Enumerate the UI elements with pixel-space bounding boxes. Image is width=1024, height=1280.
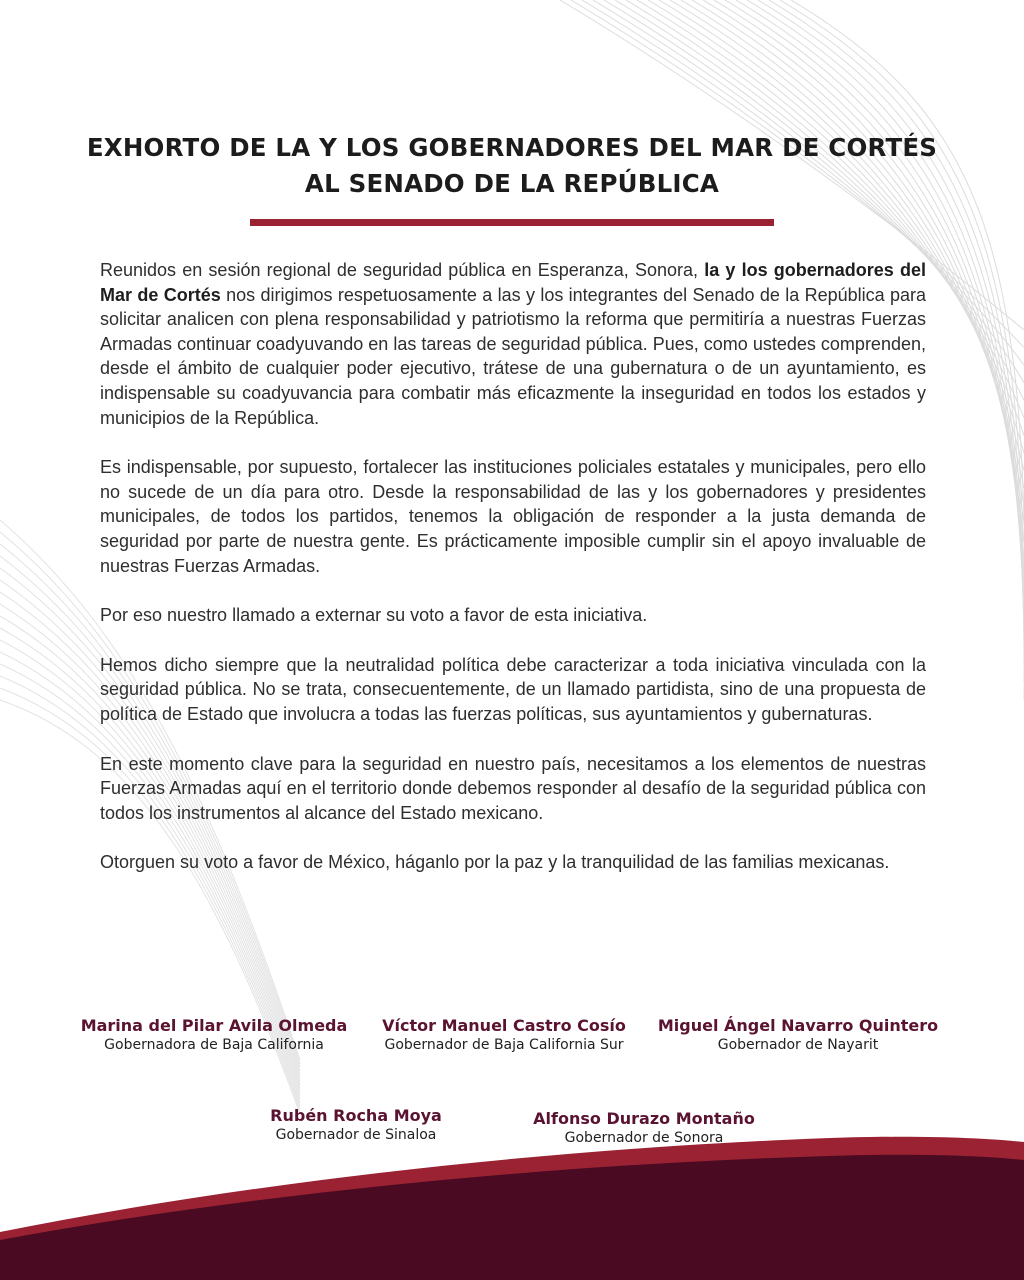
title-line-2: AL SENADO DE LA REPÚBLICA: [304, 169, 720, 198]
signatory-role: Gobernador de Nayarit: [717, 1037, 879, 1053]
paragraph-4: Hemos dicho siempre que la neutralidad política debe caracterizar a toda iniciativa vinculada con la seguridad pública. No se trata, consecuentemente, de un llamado partidista, sino de una propuesta de política de Estado que involucra a todas las fuerzas políticas, sus ayuntamientos y gubernaturas.: [100, 654, 926, 724]
signatory-name: Alfonso Durazo Montaño: [533, 1109, 755, 1128]
paragraph-5: En este momento clave para la seguridad en nuestro país, necesitamos a los elementos de nuestras Fuerzas Armadas aquí en el territorio donde debemos responder al desafío de la seguridad pública con todos los instrumentos al alcance del Estado mexicano.: [100, 753, 926, 823]
signatory-name: Víctor Manuel Castro Cosío: [382, 1016, 626, 1035]
signatory-role: Gobernador de Sinaloa: [275, 1127, 437, 1143]
paragraph-1: [100, 258, 926, 430]
signatory-role: Gobernador de Baja California Sur: [384, 1037, 624, 1053]
signatory-nayarit: [656, 1016, 940, 1055]
signatory-name: Rubén Rocha Moya: [270, 1106, 442, 1125]
signatory-baja-california: [80, 1016, 348, 1055]
document-body: [100, 258, 926, 875]
paragraph-6: Otorguen su voto a favor de México, háganlo por la paz y la tranquilidad de las familias mexicanas.: [100, 852, 890, 873]
paragraph-1-end: nos dirigimos respetuosamente a las y los integrantes del Senado de la República para solicitar analicen con plena responsabilidad y patriotismo la reforma que permitiría a nuestras Fuerzas Armadas continuar coadyuvando en las tareas de seguridad pública. Pues, como ustedes comprenden, desde el ámbito de cualquier poder ejecutivo, trátese de una gubernatura o de un ayuntamiento, es indispensable su coadyuvancia para combatir más eficazmente la inseguridad en todos los estados y municipios de la República.: [100, 284, 926, 428]
paragraph-3: Por eso nuestro llamado a externar su voto a favor de esta iniciativa.: [100, 605, 648, 626]
signatory-name: Miguel Ángel Navarro Quintero: [657, 1016, 939, 1035]
signatory-name: Marina del Pilar Avila Olmeda: [80, 1016, 348, 1035]
footer-wave-band: [0, 1120, 1024, 1280]
signatory-role: Gobernadora de Baja California: [104, 1037, 324, 1053]
signatory-role: Gobernador de Sonora: [564, 1130, 724, 1146]
document-title: [60, 130, 964, 202]
title-line-1: EXHORTO DE LA Y LOS GOBERNADORES DEL MAR DE CORTÉS: [86, 133, 938, 162]
paragraph-2: Es indispensable, por supuesto, fortalecer las instituciones policiales estatales y municipales, pero ello no sucede de un día para otro. Desde la responsabilidad de las y los gobernadores y presidentes municipales, de todos los partidos, tenemos la obligación de responder a la justa demanda de seguridad por parte de nuestra gente. Es prácticamente imposible cumplir sin el apoyo invaluable de nuestras Fuerzas Armadas.: [100, 457, 926, 576]
paragraph-1-bold: la y los gobernadores del Mar de Cortés: [100, 260, 926, 305]
paragraph-1-start: Reunidos en sesión regional de seguridad pública en Esperanza, Sonora,: [100, 260, 699, 280]
title-divider: [250, 219, 774, 226]
signatory-baja-california-sur: [370, 1016, 638, 1055]
